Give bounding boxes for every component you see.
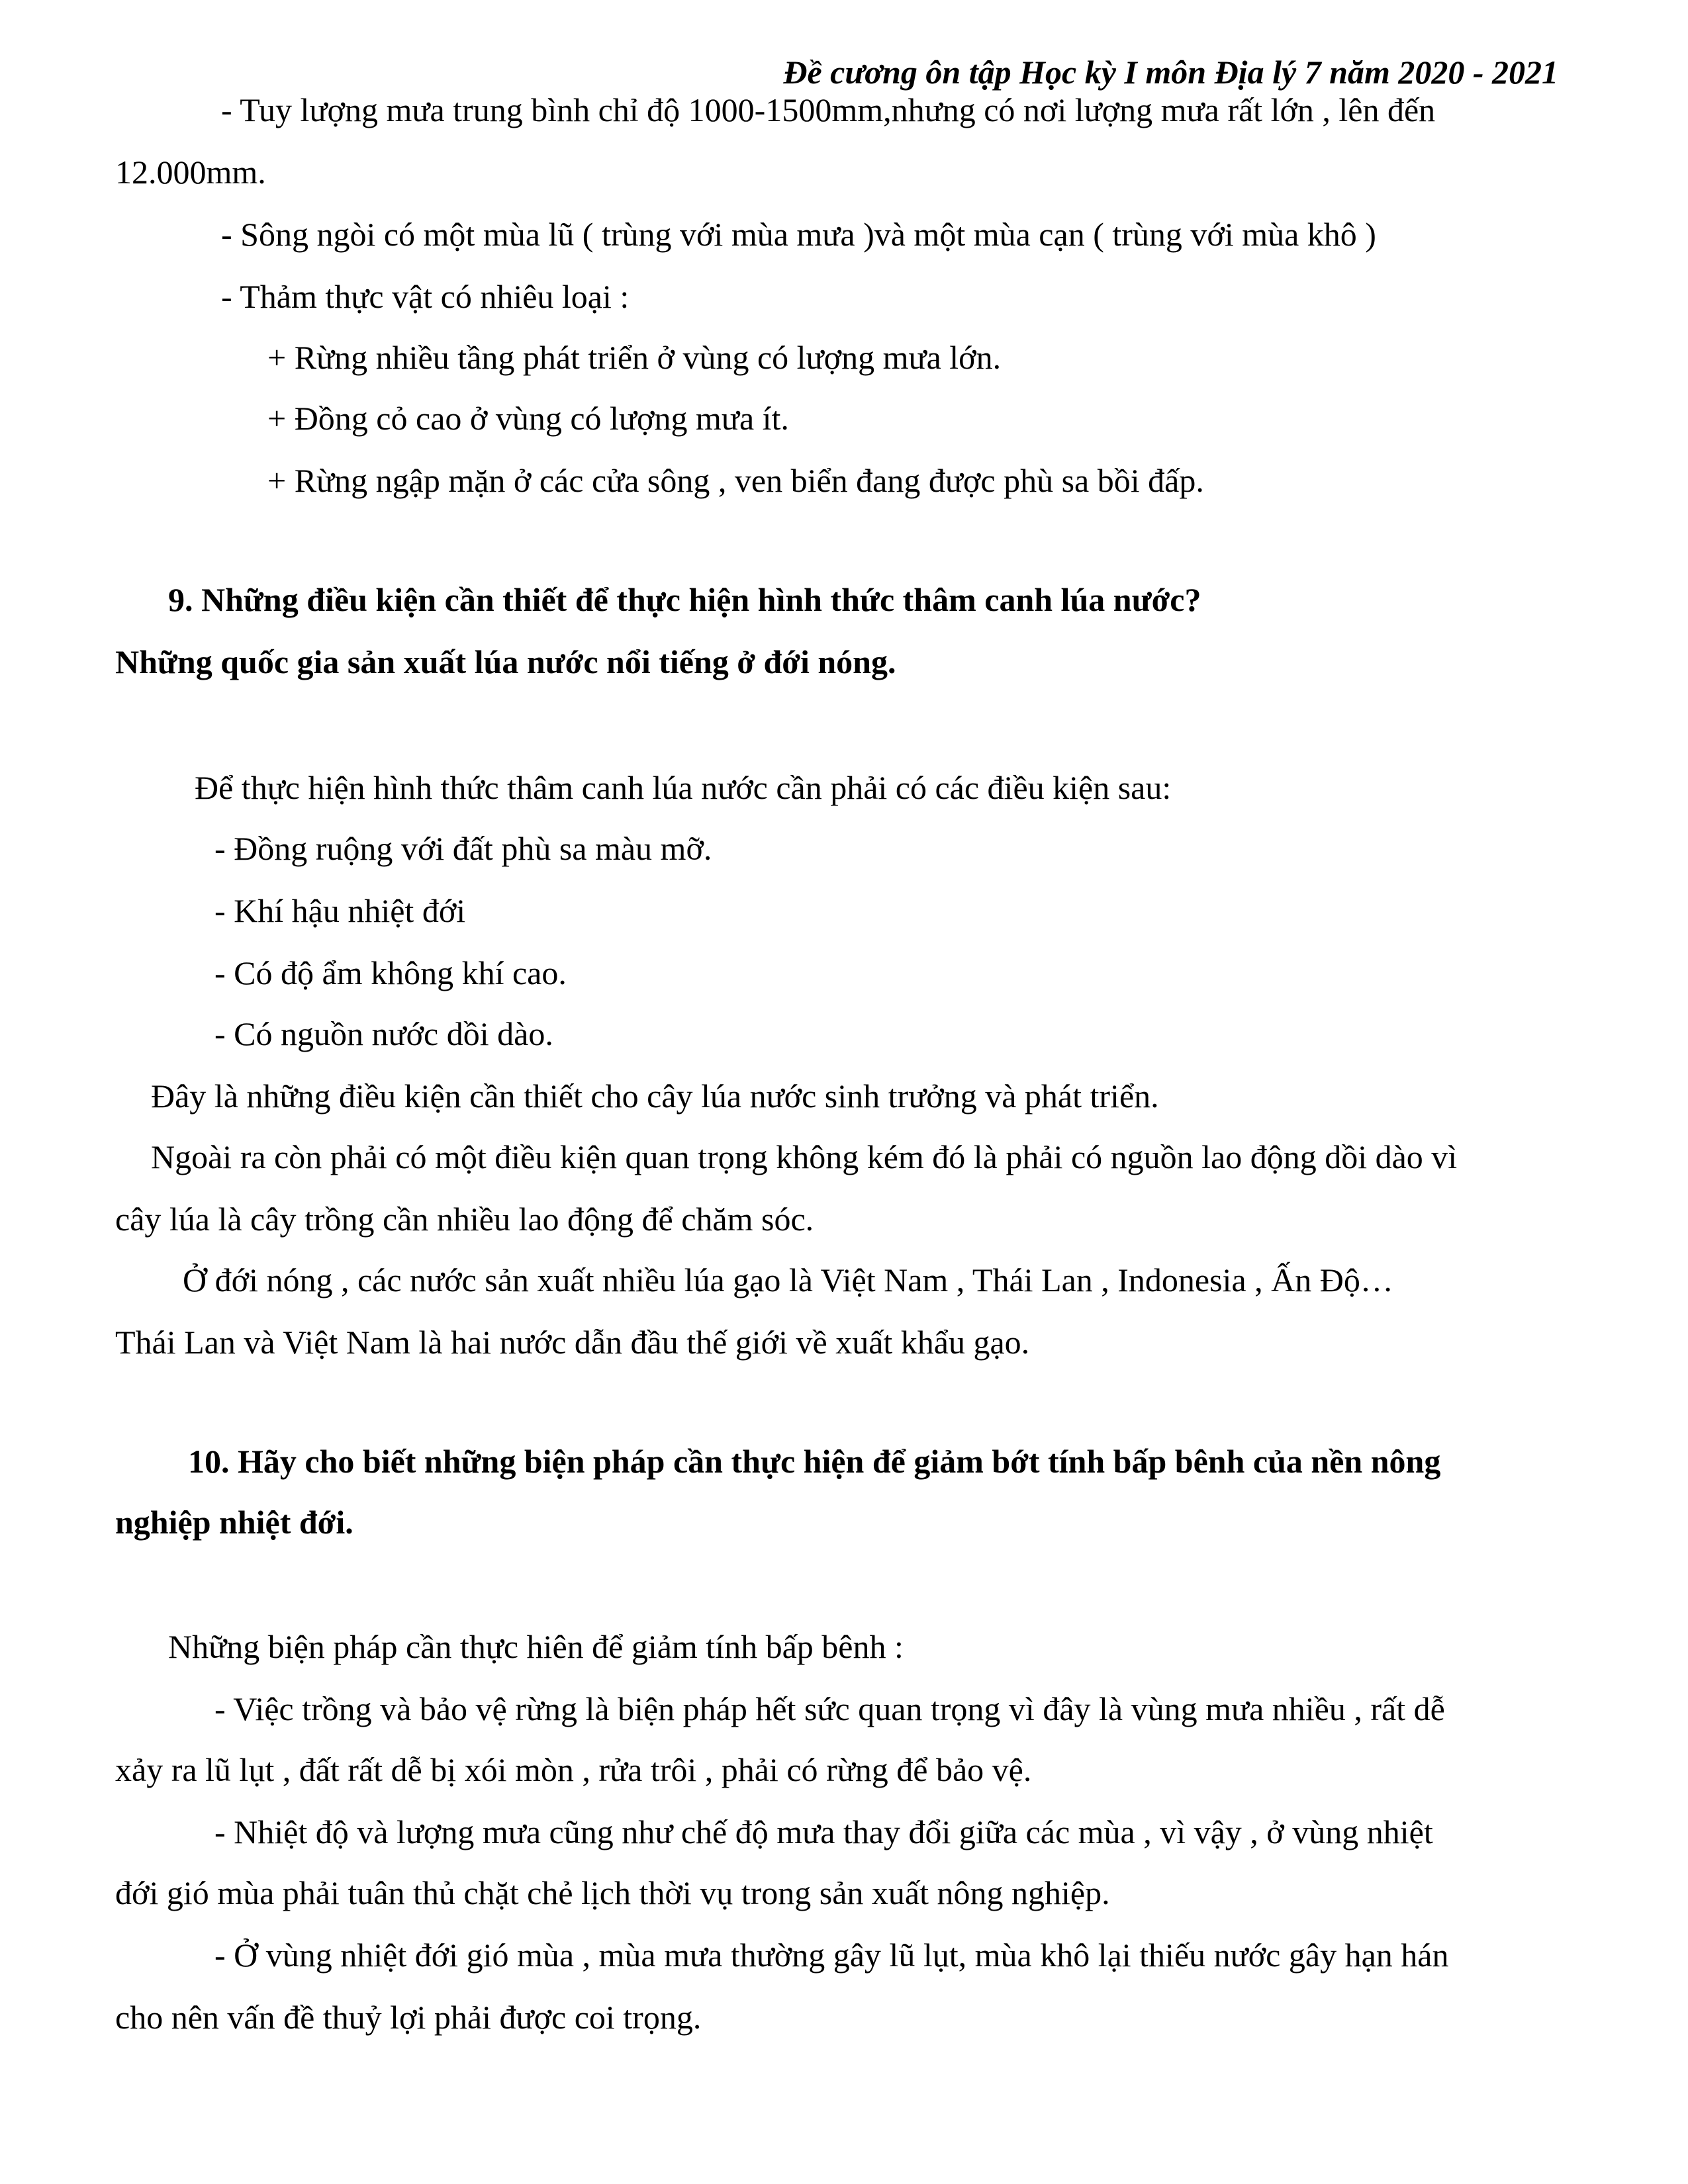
document-header: Đề cương ôn tập Học kỳ I môn Địa lý 7 năm 2020 - 2021	[783, 54, 1558, 91]
q10-title-line-2: nghiệp nhiệt đới.	[115, 1504, 353, 1541]
q10-measure-3-line-1: - Ở vùng nhiệt đới gió mùa , mùa mưa thường gây lũ lụt, mùa khô lại thiếu nước gây hạn hán	[214, 1936, 1449, 1974]
q9-extra-line-2: cây lúa là cây trồng cần nhiều lao động để chăm sóc.	[115, 1201, 814, 1238]
rivers-line: - Sông ngòi có một mùa lũ ( trùng với mùa mưa )và một mùa cạn ( trùng với mùa khô )	[221, 216, 1376, 253]
q9-title-line-1: 9. Những điều kiện cần thiết để thực hiện hình thức thâm canh lúa nước?	[168, 581, 1201, 618]
q9-title-line-2: Những quốc gia sản xuất lúa nước nổi tiếng ở đới nóng.	[115, 643, 896, 680]
q9-countries-line-2: Thái Lan và Việt Nam là hai nước dẫn đầu thế giới về xuất khẩu gạo.	[115, 1324, 1030, 1361]
q10-measure-2-line-1: - Nhiệt độ và lượng mưa cũng như chế độ mưa thay đổi giữa các mùa , vì vậy , ở vùng nhiệt	[214, 1813, 1433, 1850]
q10-measure-2-line-2: đới gió mùa phải tuân thủ chặt chẻ lịch thời vụ trong sản xuất nông nghiệp.	[115, 1874, 1110, 1911]
q9-countries-line-1: Ở đới nóng , các nước sản xuất nhiều lúa gạo là Việt Nam , Thái Lan , Indonesia , Ấn Độ…	[183, 1261, 1393, 1298]
rain-line-2: 12.000mm.	[115, 154, 266, 191]
q10-title-line-1: 10. Hãy cho biết những biện pháp cần thực hiện để giảm bớt tính bấp bênh của nền nông	[188, 1443, 1441, 1480]
vegetation-line: - Thảm thực vật có nhiêu loại :	[221, 278, 630, 315]
vegetation-item: + Rừng nhiều tầng phát triển ở vùng có lượng mưa lớn.	[267, 339, 1002, 376]
q9-item: - Có nguồn nước dồi dào.	[214, 1015, 553, 1052]
q9-item: - Đồng ruộng với đất phù sa màu mỡ.	[214, 830, 712, 867]
q9-lead: Để thực hiện hình thức thâm canh lúa nước cần phải có các điều kiện sau:	[195, 769, 1172, 806]
q9-item: - Khí hậu nhiệt đới	[214, 892, 466, 929]
vegetation-item: + Rừng ngập mặn ở các cửa sông , ven biển đang được phù sa bồi đấp.	[267, 462, 1204, 499]
q9-extra-line-1: Ngoài ra còn phải có một điều kiện quan trọng không kém đó là phải có nguồn lao động dồi dào vì	[151, 1138, 1458, 1175]
q10-lead: Những biện pháp cần thực hiên để giảm tính bấp bênh :	[168, 1628, 904, 1665]
q10-measure-1-line-1: - Việc trồng và bảo vệ rừng là biện pháp hết sức quan trọng vì đây là vùng mưa nhiều , rất dễ	[214, 1690, 1445, 1727]
q10-measure-1-line-2: xảy ra lũ lụt , đất rất dễ bị xói mòn , rửa trôi , phải có rừng để bảo vệ.	[115, 1751, 1032, 1788]
q10-measure-3-line-2: cho nên vấn đề thuỷ lợi phải được coi trọng.	[115, 1999, 702, 2036]
q9-item: - Có độ ẩm không khí cao.	[214, 954, 567, 991]
vegetation-item: + Đồng cỏ cao ở vùng có lượng mưa ít.	[267, 400, 789, 437]
rain-line-1: - Tuy lượng mưa trung bình chỉ độ 1000-1500mm,nhưng có nơi lượng mưa rất lớn , lên đến	[221, 91, 1436, 128]
q9-summary: Đây là những điều kiện cần thiết cho cây lúa nước sinh trưởng và phát triển.	[151, 1077, 1159, 1115]
